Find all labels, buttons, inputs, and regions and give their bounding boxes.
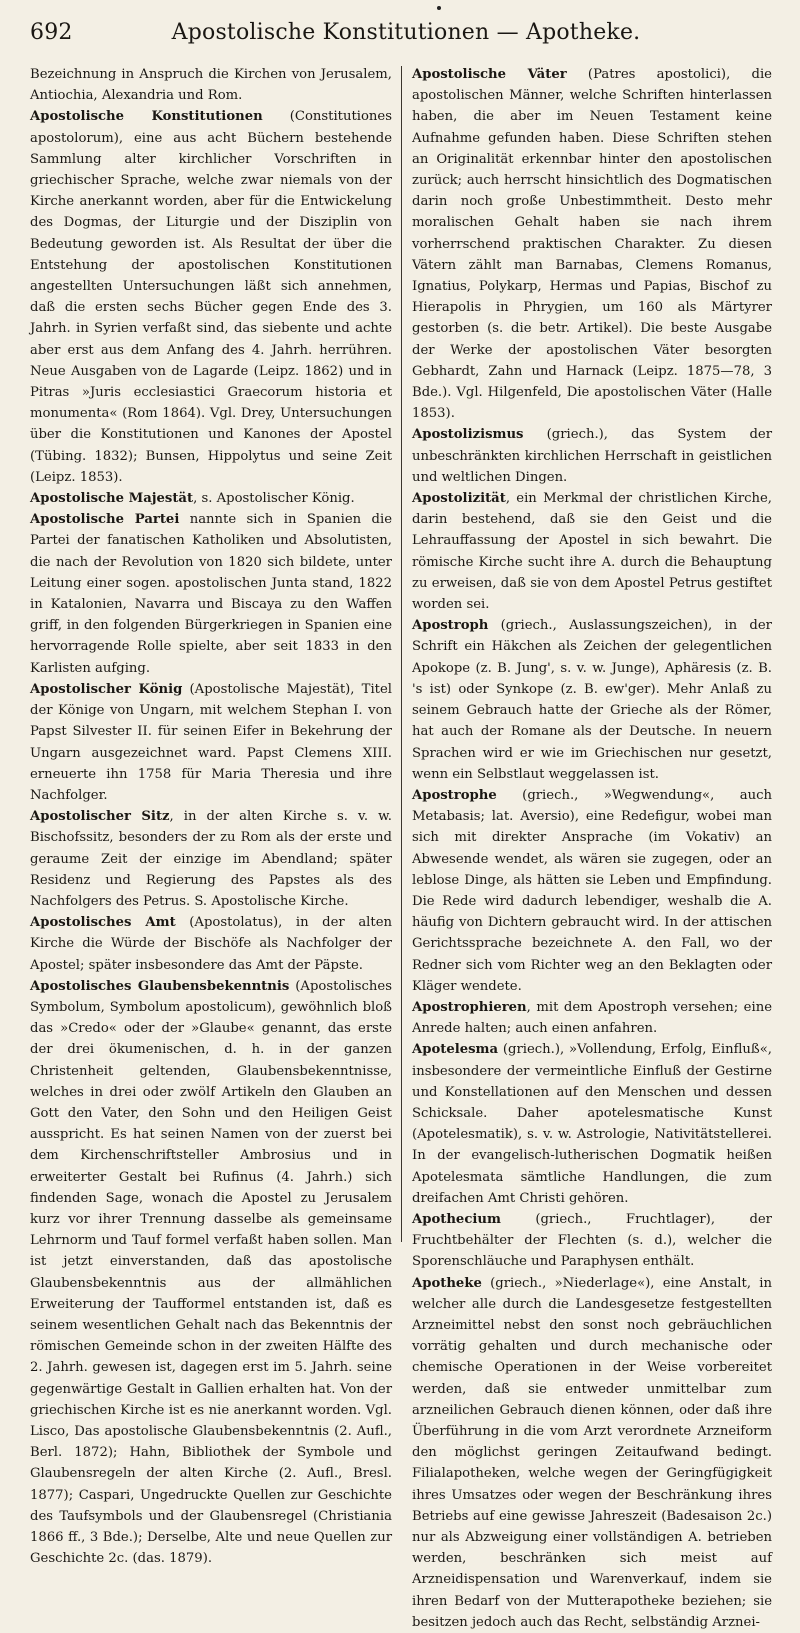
headword: Apostrophieren (412, 999, 527, 1015)
page-header (30, 20, 782, 54)
entry-text: (Constitutiones apostolorum), eine aus acht Büchern bestehende Sammlung alter kirchlicher Vorschriften in griechischer Sprache, welche zwar niemals von der Kirche anerkannt worden, aber für die Entwickelung des Dogmas, der Liturgie und der Disziplin von Bedeutung geworden ist. Als Resultat der über die Entstehung der apostolischen Konstitutionen angestellten Untersuchungen läßt sich annehmen, daß die ersten sechs Bücher gegen Ende des 3. Jahrh. in Syrien verfaßt sind, das siebente und achte aber erst aus dem Anfang des 4. Jahrh. herrühren. Neue Ausgaben von de Lagarde (Leipz. 1862) und in Pitras »Juris ecclesiastici Graecorum historia et monumenta« (Rom 1864). Vgl. Drey, Untersuchungen über die Konstitutionen und Kanones der Apostel (Tübing. 1832); Bunsen, Hippolytus und seine Zeit (Leipz. 1853). (30, 109, 392, 485)
entry (30, 679, 392, 806)
headword: Apostolizität (412, 491, 506, 507)
entry (30, 912, 392, 976)
headword: Apostolischer Sitz (30, 809, 170, 825)
entry-text: (Apostolisches Symbolum, Symbolum apostolicum), gewöhnlich bloß das »Credo« oder der »Glaube« genannt, das erste der drei ökumenischen, d. h. in der ganzen Christenheit geltenden, Glaubensbekenntnisse, welches in drei oder zwölf Artikeln den Glauben an Gott den Vater, den Sohn und den Heiligen Geist ausspricht. Es hat seinen Namen von der zuerst bei dem Kirchenschriftsteller Ambrosius und in erweiterter Gestalt bei Rufinus (4. Jahrh.) sich findenden Sage, wonach die Apostel zu Jerusalem kurz vor ihrer Trennung dasselbe als gemeinsame Lehrnorm und Tauf formel verfaßt haben sollen. Man ist jetzt einverstanden, daß das apostolische Glaubensbekenntnis aus der allmählichen Erweiterung der Taufformel entstanden ist, daß es seinem wesentlichen Gehalt nach das Bekenntnis der römischen Gemeinde schon in der zweiten Hälfte des 2. Jahrh. gewesen ist, dagegen erst im 5. Jahrh. seine gegenwärtige Gestalt in Gallien erhalten hat. Von der griechischen Kirche ist es nie anerkannt worden. Vgl. Lisco, Das apostolische Glaubensbekenntnis (2. Aufl., Berl. 1872); Hahn, Bibliothek der Symbole und Glaubensregeln der alten Kirche (2. Aufl., Bresl. 1877); Caspari, Ungedruckte Quellen zur Geschichte des Taufsymbols und der Glaubensregel (Christiania 1866 ff., 3 Bde.); Derselbe, Alte und neue Quellen zur Geschichte 2c. (das. 1879). (30, 978, 392, 1567)
entry-text: (Apostolatus), in der alten Kirche die Würde der Bischöfe als Nachfolger der Apostel; später insbesondere das Amt der Päpste. (30, 915, 392, 973)
headword: Apostolisches Amt (30, 915, 176, 931)
page-number: 692 (30, 20, 73, 45)
entry (412, 64, 772, 424)
entry-text: nannte sich in Spanien die Partei der fanatischen Katholiken und Absolutisten, die nach der Revolution von 1820 sich bildete, unter Leitung einer sogen. apostolischen Junta stand, 1822 in Katalonien, Navarra und Biscaya zu den Waffen griff, in den folgenden Bürgerkriegen in Spanien eine hervorragende Rolle spielte, aber seit 1833 in den Karlisten aufging. (30, 512, 392, 676)
headword: Apostolischer König (30, 681, 183, 697)
entry (30, 806, 392, 912)
headword: Apostolische Majestät (30, 491, 194, 507)
headword: Apostolisches Glaubensbekenntnis (30, 978, 290, 994)
entry-text: (griech., Auslassungszeichen), in der Schrift ein Häkchen als Zeichen der gelegentlichen Apokope (z. B. Jung', s. v. w. Junge), Aphäresis (z. B. 's ist) oder Synkope (z. B. ew'ger). Mehr Anlaß zu seinem Gebrauch hatte der Grieche als der Römer, hat auch der Romane als der Deutsche. In neuern Sprachen wird er wie im Griechischen nur gesetzt, wenn ein Selbstlaut weggelassen ist. (412, 618, 772, 782)
entry-text: (griech.), »Vollendung, Erfolg, Einfluß«, insbesondere der vermeintliche Einfluß der Gestirne und Konstellationen auf den Menschen und dessen Schicksale. Daher apotelesmatische Kunst (Apotelesmatik), s. v. w. Astrologie, Nativitätstellerei. In der evangelisch-lutherischen Dogmatik heißen Apotelesmata sämtliche Handlungen, die zum dreifachen Amt Christi gehören. (412, 1042, 772, 1206)
headword: Apostolische Väter (412, 67, 567, 82)
headword: Apotheke (412, 1275, 482, 1291)
entry-text: , mit dem Apostroph versehen; eine Anrede halten; auch einen anfahren. (412, 999, 772, 1037)
entry (30, 488, 392, 509)
entry-text: (griech., Fruchtlager), der Fruchtbehälter der Flechten (s. d.), welcher die Sporenschläuche und Paraphysen enthält. (412, 1211, 772, 1270)
entry (30, 64, 392, 106)
entry-text: (Apostolische Majestät), Titel der Könige von Ungarn, mit welchem Stephan I. von Papst Silvester II. für seinen Eifer in Bekehrung der Ungarn ausgezeichnet ward. Papst Clemens XIII. erneuerte ihn 1758 für Maria Theresia und ihre Nachfolger. (30, 681, 392, 803)
column-divider (401, 66, 402, 1242)
entry-text: (griech., »Wegwendung«, auch Metabasis; lat. Aversio), eine Redefigur, wobei man sich mit direkter Ansprache (im Vokativ) an Abwesende wendet, als wären sie zugegen, oder an leblose Dinge, als hätten sie Leben und Empfindung. Die Rede wird dadurch lebendiger, weshalb die A. häufig von Dichtern gebraucht wird. In der attischen Gerichtssprache bezeichnete A. den Fall, wo der Redner sich vom Richter weg an den Beklagten oder Kläger wendete. (412, 787, 772, 994)
entry (30, 106, 392, 488)
headword: Apostolische Konstitutionen (30, 109, 263, 125)
entry-text: , ein Merkmal der christlichen Kirche, darin bestehend, daß sie den Geist und die Lehrauffassung der Apostel in sich bewahrt. Die römische Kirche sucht ihre A. durch die Behauptung zu erweisen, daß sie von dem Apostel Petrus gestiftet worden sei. (412, 491, 772, 613)
entry (30, 509, 392, 679)
entry (412, 785, 772, 997)
entry-text: , s. Apostolischer König. (193, 491, 355, 507)
entry (412, 1273, 772, 1633)
entry (412, 997, 772, 1039)
entry (412, 488, 772, 615)
entry (412, 1209, 772, 1273)
left-column (30, 64, 392, 1567)
headword: Apostrophe (412, 787, 497, 803)
right-column (412, 64, 772, 1630)
print-speck (437, 6, 441, 10)
entry-text: (Patres apostolici), die apostolischen Männer, welche Schriften hinterlassen haben, die aber im Neuen Testament keine Aufnahme gefunden haben. Diese Schriften stehen an Originalität erkennbar hinter den apostolischen zurück; auch herrscht hinsichtlich des Dogmatischen darin noch große Unbestimmtheit. Desto mehr moralischen Gehalt haben sie nach ihrem vorherrschend praktischen Charakter. Zu diesen Vätern zählt man Barnabas, Clemens Romanus, Ignatius, Polykarp, Hermas und Papias, Bischof zu Hierapolis in Phrygien, um 160 als Märtyrer gestorben (s. die betr. Artikel). Die beste Ausgabe der Werke der apostolischen Väter besorgten Gebhardt, Zahn und Harnack (Leipz. 1875—78, 3 Bde.). Vgl. Hilgenfeld, Die apostolischen Väter (Halle 1853). (412, 67, 772, 422)
entry (30, 976, 392, 1570)
running-title: Apostolische Konstitutionen — Apotheke. (171, 20, 641, 45)
headword: Apostolizismus (412, 427, 524, 443)
headword: Apotelesma (412, 1042, 499, 1058)
headword: Apostolische Partei (30, 512, 180, 528)
entry-text: Bezeichnung in Anspruch die Kirchen von Jerusalem, Antiochia, Alexandria und Rom. (30, 67, 392, 104)
entry-text: , in der alten Kirche s. v. w. Bischofssitz, besonders der zu Rom als der erste und geraume Zeit der einzige im Abendland; später Residenz und Regierung des Papstes als des Nachfolgers des Petrus. S. Apostolische Kirche. (30, 809, 392, 909)
entry-text: (griech.), das System der unbeschränkten kirchlichen Herrschaft in geistlichen und weltlichen Dingen. (412, 427, 772, 485)
entry (412, 1039, 772, 1209)
headword: Apostroph (412, 618, 489, 634)
entry-text: (griech., »Niederlage«), eine Anstalt, in welcher alle durch die Landesgesetze festgestellten Arzneimittel nebst den sonst noch gebräuchlichen vorrätig gehalten und durch mechanische oder chemische Operationen in der Weise vorbereitet werden, daß sie entweder unmittelbar zum arzneilichen Gebrauch dienen können, oder daß ihre Überführung in die vom Arzt verordnete Arzneiform den möglichst geringen Zeitaufwand bedingt. Filialapotheken, welche wegen der Geringfügigkeit ihres Umsatzes oder wegen der Beschränkung ihres Betriebs auf eine gewisse Jahreszeit (Badesaison 2c.) nur als Abzweigung einer vollständigen A. betrieben werden, beschränken sich meist auf Arzneidispensation und Warenverkauf, indem sie ihren Bedarf von der Mutterapotheke beziehen; sie besitzen jedoch auch das Recht, selbständig Arznei- (412, 1275, 772, 1630)
headword: Apothecium (412, 1211, 501, 1227)
entry (412, 615, 772, 785)
entry (412, 424, 772, 488)
